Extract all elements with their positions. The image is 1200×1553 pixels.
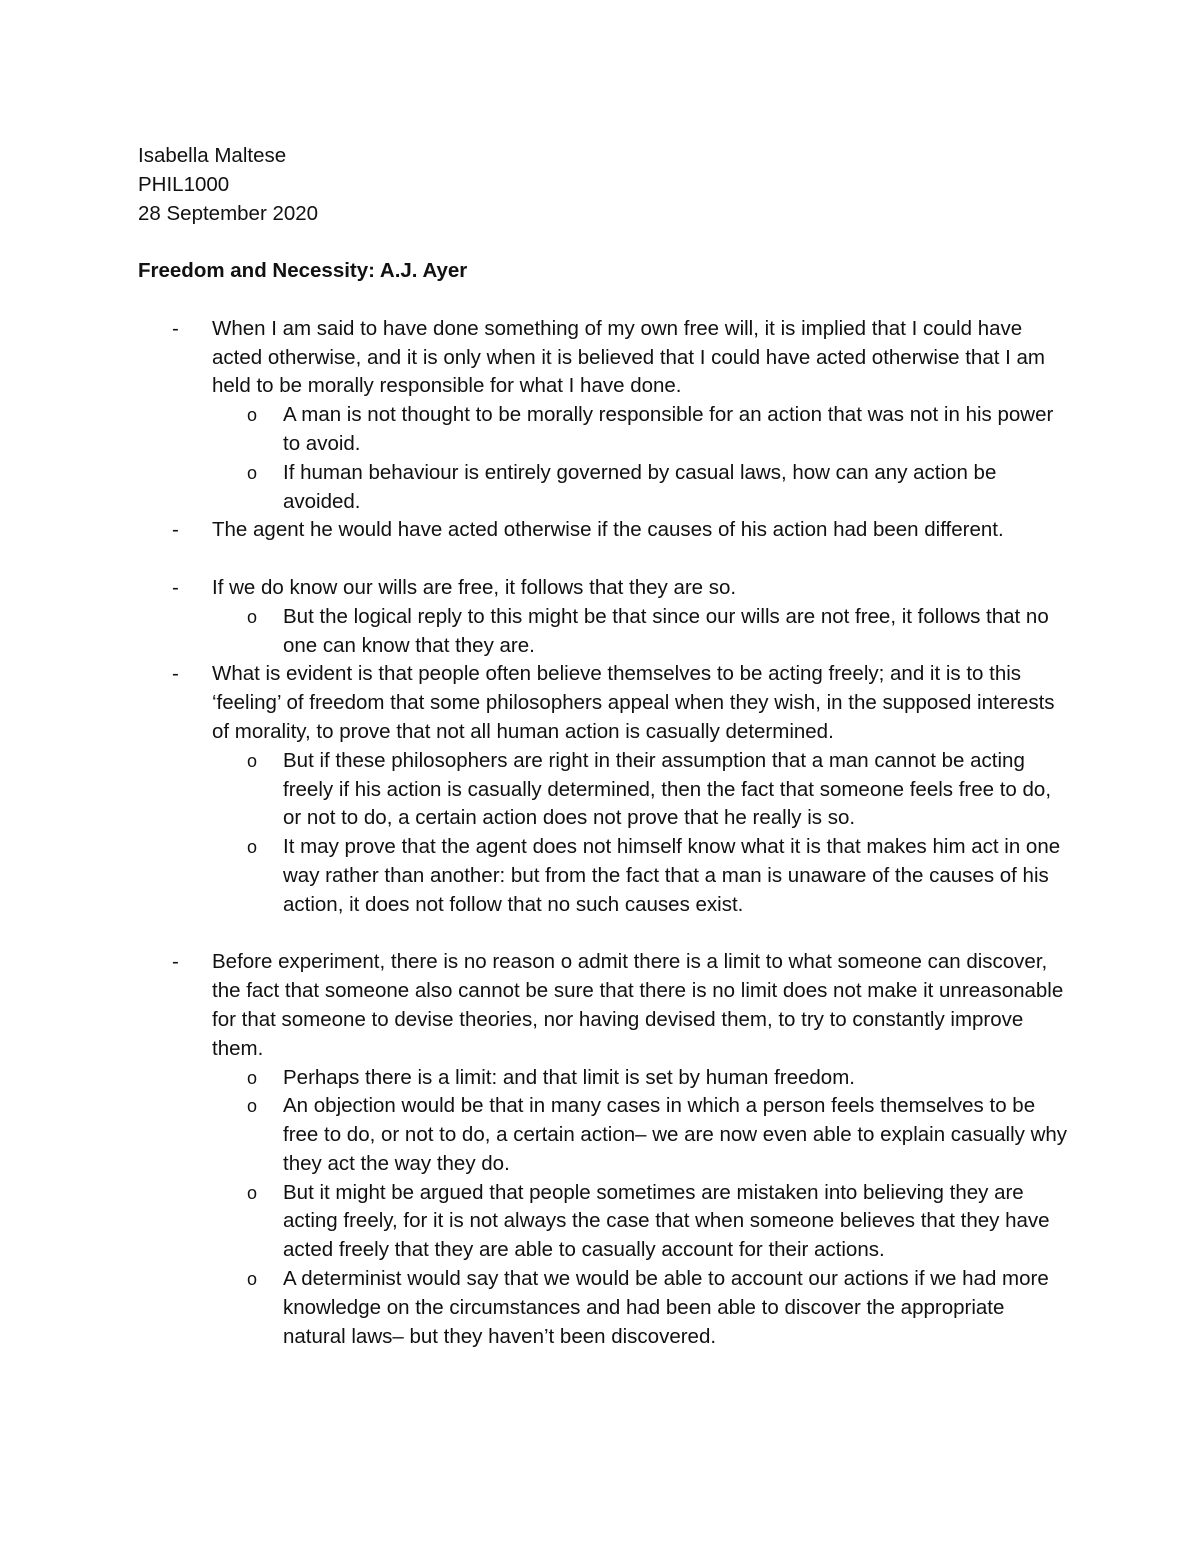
circle-bullet: o bbox=[247, 1096, 258, 1117]
sub-list-item-text: But the logical reply to this might be that since our wills are not free, it follows that no one can know that they are. bbox=[283, 604, 1049, 657]
list-item-text: The agent he would have acted otherwise if the causes of his action had been different. bbox=[212, 518, 1004, 542]
sub-list-item bbox=[138, 1092, 1068, 1178]
sub-list-item-text: A determinist would say that we would be able to account our actions if we had more knowledge on the circumstances and had been able to discover the appropriate natural laws– but they haven’t been discovered. bbox=[283, 1267, 1049, 1348]
sub-list-item bbox=[138, 1179, 1068, 1265]
sub-list-item-text: But it might be argued that people sometimes are mistaken into believing they are acting freely, for it is not always the case that when someone believes that they have acted freely that they are able to casually account for their actions. bbox=[283, 1180, 1050, 1262]
list-item bbox=[138, 516, 1068, 545]
sub-list-item bbox=[138, 401, 1068, 459]
blank-line bbox=[138, 920, 1068, 949]
circle-bullet: o bbox=[247, 606, 258, 627]
circle-bullet: o bbox=[247, 462, 258, 483]
sub-list-item-text: But if these philosophers are right in their assumption that a man cannot be acting freely if his action is casually determined, then the fact that someone feels free to do, or not to do, a certain action does not prove that he really is so. bbox=[283, 748, 1052, 830]
circle-bullet: o bbox=[247, 1269, 258, 1290]
document-date: 28 September 2020 bbox=[138, 201, 319, 225]
list-item-text: If we do know our wills are free, it follows that they are so. bbox=[212, 575, 737, 599]
list-item-text: When I am said to have done something of my own free will, it is implied that I could have acted otherwise, and it is only when it is believed that I could have acted otherwise that I am held to be morally responsible for what I have done. bbox=[212, 316, 1045, 398]
sub-list-item bbox=[138, 603, 1068, 661]
list-item bbox=[138, 660, 1068, 746]
circle-bullet: o bbox=[247, 837, 258, 858]
dash-bullet: - bbox=[172, 950, 179, 974]
blank-line bbox=[138, 545, 1068, 574]
sub-list-item-text: It may prove that the agent does not himself know what it is that makes him act in one way rather than another: but from the fact that a man is unaware of the causes of his action, it does not follow that no such causes exist. bbox=[283, 835, 1061, 916]
circle-bullet: o bbox=[247, 1182, 258, 1203]
document-page bbox=[138, 142, 1068, 1351]
sub-list-item-text: If human behaviour is entirely governed by casual laws, how can any action be avoided. bbox=[283, 460, 997, 513]
circle-bullet: o bbox=[247, 750, 258, 771]
sub-list-item bbox=[138, 1265, 1068, 1351]
sub-list-item-text: A man is not thought to be morally responsible for an action that was not in his power to avoid. bbox=[283, 403, 1054, 455]
dash-bullet: - bbox=[172, 316, 179, 340]
notes-list bbox=[138, 315, 1068, 1352]
course-code: PHIL1000 bbox=[138, 172, 230, 196]
dash-bullet: - bbox=[172, 518, 179, 542]
list-item bbox=[138, 574, 1068, 603]
sub-list-item bbox=[138, 833, 1068, 919]
circle-bullet: o bbox=[247, 1067, 258, 1088]
sub-list-item-text: An objection would be that in many cases in which a person feels themselves to be free to do, or not to do, a certain action– we are now even able to explain casually why they act the way they do. bbox=[283, 1094, 1068, 1175]
sub-list-item bbox=[138, 1064, 1068, 1093]
list-item bbox=[138, 948, 1068, 1063]
sub-list-item-text: Perhaps there is a limit: and that limit is set by human freedom. bbox=[283, 1065, 855, 1089]
sub-list-item bbox=[138, 459, 1068, 517]
dash-bullet: - bbox=[172, 662, 179, 686]
list-item-text: What is evident is that people often believe themselves to be acting freely; and it is to this ‘feeling’ of freedom that some philosophers appeal when they wish, in the supposed interests of morality, to prove that not all human action is casually determined. bbox=[212, 662, 1055, 743]
list-item-text: Before experiment, there is no reason o admit there is a limit to what someone can discover, the fact that someone also cannot be sure that there is no limit does not make it unreasonable for that someone to devise theories, nor having devised them, to try to constantly improve them. bbox=[212, 950, 1064, 1060]
circle-bullet: o bbox=[247, 405, 258, 426]
document-title: Freedom and Necessity: A.J. Ayer bbox=[138, 259, 468, 283]
sub-list-item bbox=[138, 747, 1068, 833]
list-item bbox=[138, 315, 1068, 401]
dash-bullet: - bbox=[172, 575, 179, 599]
author-name: Isabella Maltese bbox=[138, 144, 287, 167]
